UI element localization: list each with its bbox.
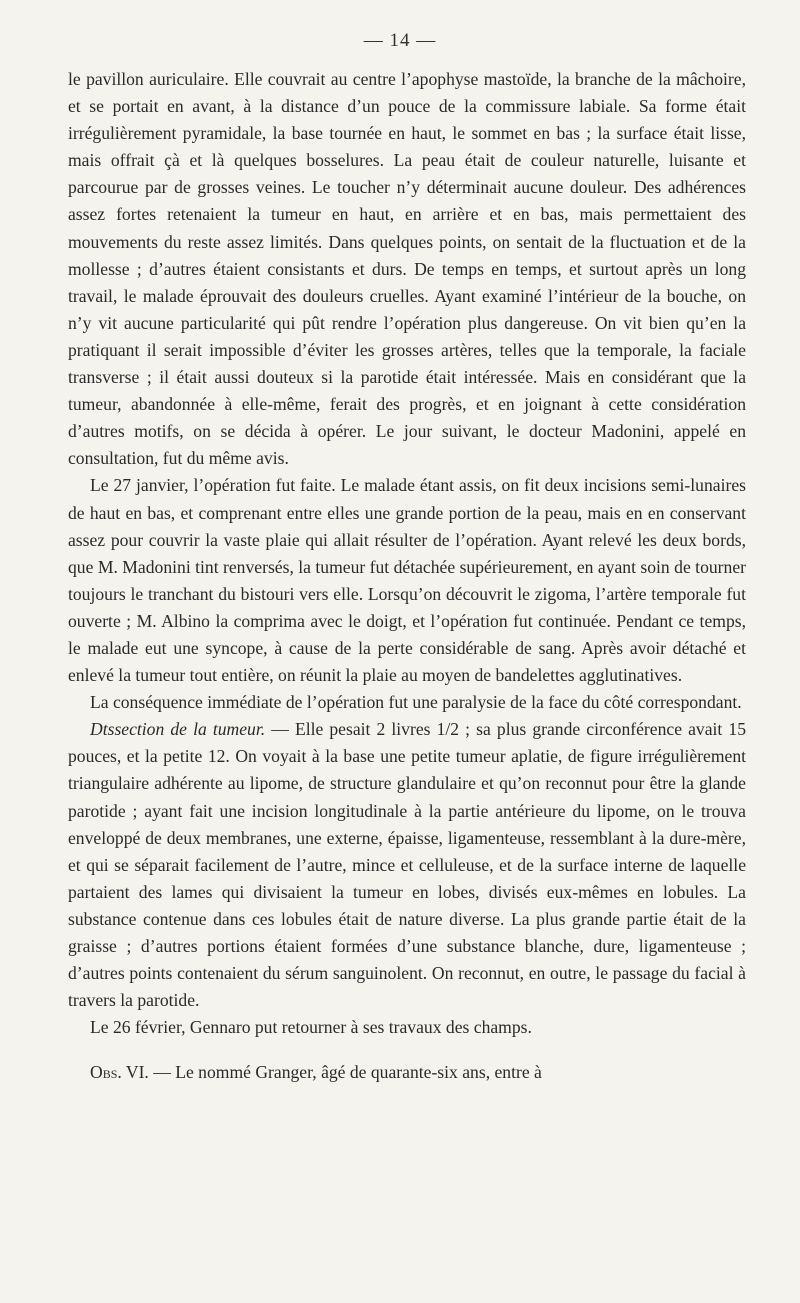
paragraph-operation: Le 27 janvier, l’opération fut faite. Le malade étant assis, on fit deux incisions semi-lunaires de haut en bas, et comprenant entre elles une grande portion de la peau, mais en en conservant assez pour couvrir la vaste plaie qui allait résulter de l’opération. Ayant relevé les deux bords, que M. Madonini tint renversés, la tumeur fut détachée supérieurement, en ayant soin de tourner toujours le tranchant du bistouri vers elle. Lorsqu’on découvrit le zigoma, l’artère temporale fut ouverte ; M. Albino la comprima avec le doigt, et l’opération fut continuée. Pendant ce temps, le malade eut une syncope, à cause de la perte considérable de sang. Après avoir détaché et enlevé la tumeur tout entière, on réunit la plaie au moyen de bandelettes agglutinatives.	[68, 475, 746, 686]
observation-text: — Le nommé Granger, âgé de quarante-six ans, entre à	[148, 1062, 542, 1083]
paragraph-paralysis: La conséquence immédiate de l’opération fut une paralysie de la face du côté correspondant.	[90, 692, 742, 713]
paragraph-observation	[68, 1059, 746, 1086]
paragraph-dissection	[68, 716, 746, 1014]
body-text	[68, 66, 746, 1086]
paragraph-tumor-description: le pavillon auriculaire. Elle couvrait au centre l’apophyse mastoïde, la branche de la mâchoire, et se portait en avant, à la distance d’un pouce de la commissure labiale. Sa forme était irrégulièrement pyramidale, la base tournée en haut, le sommet en bas ; la surface était lisse, mais offrait çà et là quelques bosselures. La peau était de couleur naturelle, luisante et parcourue par de grosses veines. Le toucher n’y déterminait aucune douleur. Des adhérences assez fortes retenaient la tumeur en haut, en arrière et en bas, mais permettaient des mouvements du reste assez limités. Dans quelques points, on sentait de la fluctuation et de la mollesse ; d’autres étaient consistants et durs. De temps en temps, et surtout après un long travail, le malade éprouvait des douleurs cruelles. Ayant examiné l’intérieur de la bouche, on n’y vit aucune particularité qui pût rendre l’opération plus dangereuse. On vit bien qu’en la pratiquant il serait impossible d’éviter les grosses artères, telles que la temporale, la faciale transverse ; il était aussi douteux si la parotide était intéressée. Mais en considérant que la tumeur, abandonnée à elle-même, ferait des progrès, et en joignant à cette considération d’autres motifs, on se décida à opérer. Le jour suivant, le docteur Madonini, appelé en consultation, fut du même avis.	[68, 69, 746, 469]
paragraph-return: Le 26 février, Gennaro put retourner à ses travaux des champs.	[90, 1017, 532, 1038]
dissection-heading: Dtssection de la tumeur.	[90, 719, 266, 740]
dissection-text: — Elle pesait 2 livres 1/2 ; sa plus grande circonférence avait 15 pouces, et la petite 12. On voyait à la base une petite tumeur aplatie, de figure irrégulièrement triangulaire adhérente au lipome, de structure glandulaire et qu’on reconnut pour être la glande parotide ; ayant fait une incision longitudinale à la partie antérieure du lipome, on le trouva enveloppé de deux membranes, une externe, épaisse, ligamenteuse, ressemblant à la dure-mère, et qui se séparait facilement de l’autre, mince et celluleuse, et de la surface interne de laquelle partaient des lames qui divisaient la tumeur en lobes, divisés eux-mêmes en lobules. La substance contenue dans ces lobules était de nature diverse. La plus grande partie était de la graisse ; d’autres portions étaient formées d’une substance blanche, dure, ligamenteuse ; d’autres points contenaient du sérum sanguinolent. On reconnut, en outre, le passage du facial à travers la parotide.	[68, 719, 746, 1011]
page-number: — 14 —	[363, 30, 437, 51]
observation-heading: Obs. VI.	[90, 1062, 149, 1083]
